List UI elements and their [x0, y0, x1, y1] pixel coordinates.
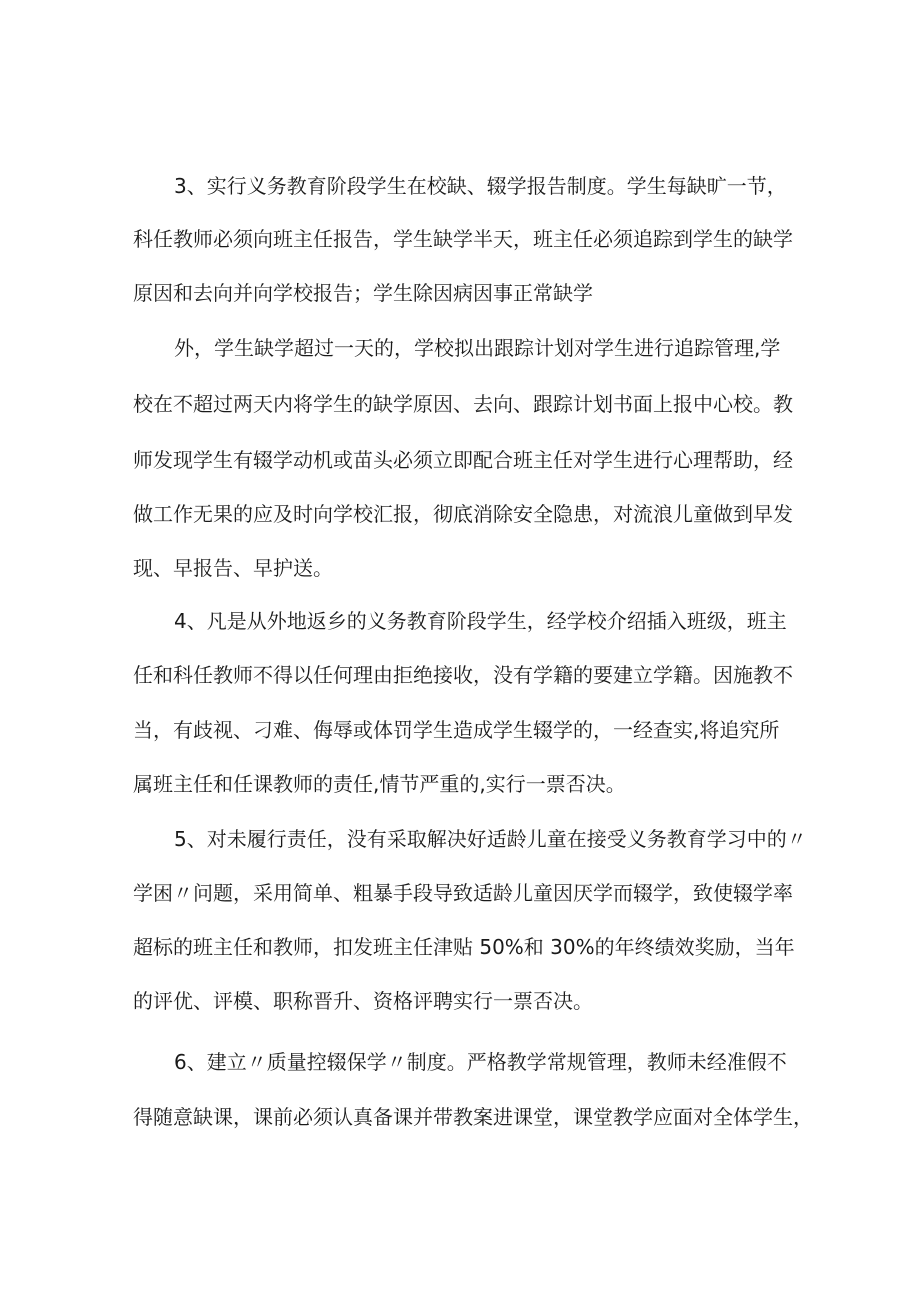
- paragraph-5-line-1: 5、对未履行责任，没有采取解决好适龄儿童在接受义务教育学习中的〃: [174, 827, 807, 851]
- paragraph-4-line-3: 当，有歧视、刁难、侮辱或体罚学生造成学生辍学的，一经查实,将追究所: [133, 718, 780, 742]
- paragraph-3-line-2: 科任教师必须向班主任报告，学生缺学半天，班主任必须追踪到学生的缺学: [133, 227, 793, 251]
- paragraph-4-line-2: 任和科任教师不得以任何理由拒绝接收，没有学籍的要建立学籍。因施教不: [133, 663, 793, 687]
- paragraph-3-line-3: 原因和去向并向学校报告；学生除因病因事正常缺学: [133, 281, 593, 305]
- paragraph-3-line-1: 3、实行义务教育阶段学生在校缺、辍学报告制度。学生每缺旷一节，: [174, 174, 787, 198]
- paragraph-5-line-3: 超标的班主任和教师，扣发班主任津贴 50%和 30%的年终绩效奖励，当年: [133, 935, 795, 959]
- paragraph-6-line-2: 得随意缺课，课前必须认真备课并带教案进课堂，课堂教学应面对全体学生，: [133, 1105, 813, 1129]
- paragraph-5-line-4: 的评优、评模、职称晋升、资格评聘实行一票否决。: [133, 989, 593, 1013]
- paragraph-4-line-4: 属班主任和任课教师的责任,情节严重的,实行一票否决。: [133, 772, 626, 796]
- paragraph-4-line-1: 4、凡是从外地返乡的义务教育阶段学生，经学校介绍插入班级，班主: [174, 609, 787, 633]
- paragraph-3b-line-4: 做工作无果的应及时向学校汇报，彻底消除安全隐患，对流浪儿童做到早发: [133, 502, 793, 526]
- paragraph-3b-line-3: 师发现学生有辍学动机或苗头必须立即配合班主任对学生进行心理帮助，经: [133, 448, 793, 472]
- paragraph-3b-line-5: 现、早报告、早护送。: [133, 556, 333, 580]
- paragraph-6-line-1: 6、建立〃质量控辍保学〃制度。严格教学常规管理，教师未经准假不: [174, 1050, 787, 1074]
- paragraph-3b-line-1: 外，学生缺学超过一天的，学校拟出跟踪计划对学生进行追踪管理,学: [174, 336, 781, 360]
- paragraph-3b-line-2: 校在不超过两天内将学生的缺学原因、去向、跟踪计划书面上报中心校。教: [133, 392, 793, 416]
- paragraph-5-line-2: 学困〃问题，采用简单、粗暴手段导致适龄儿童因厌学而辍学，致使辍学率: [133, 881, 793, 905]
